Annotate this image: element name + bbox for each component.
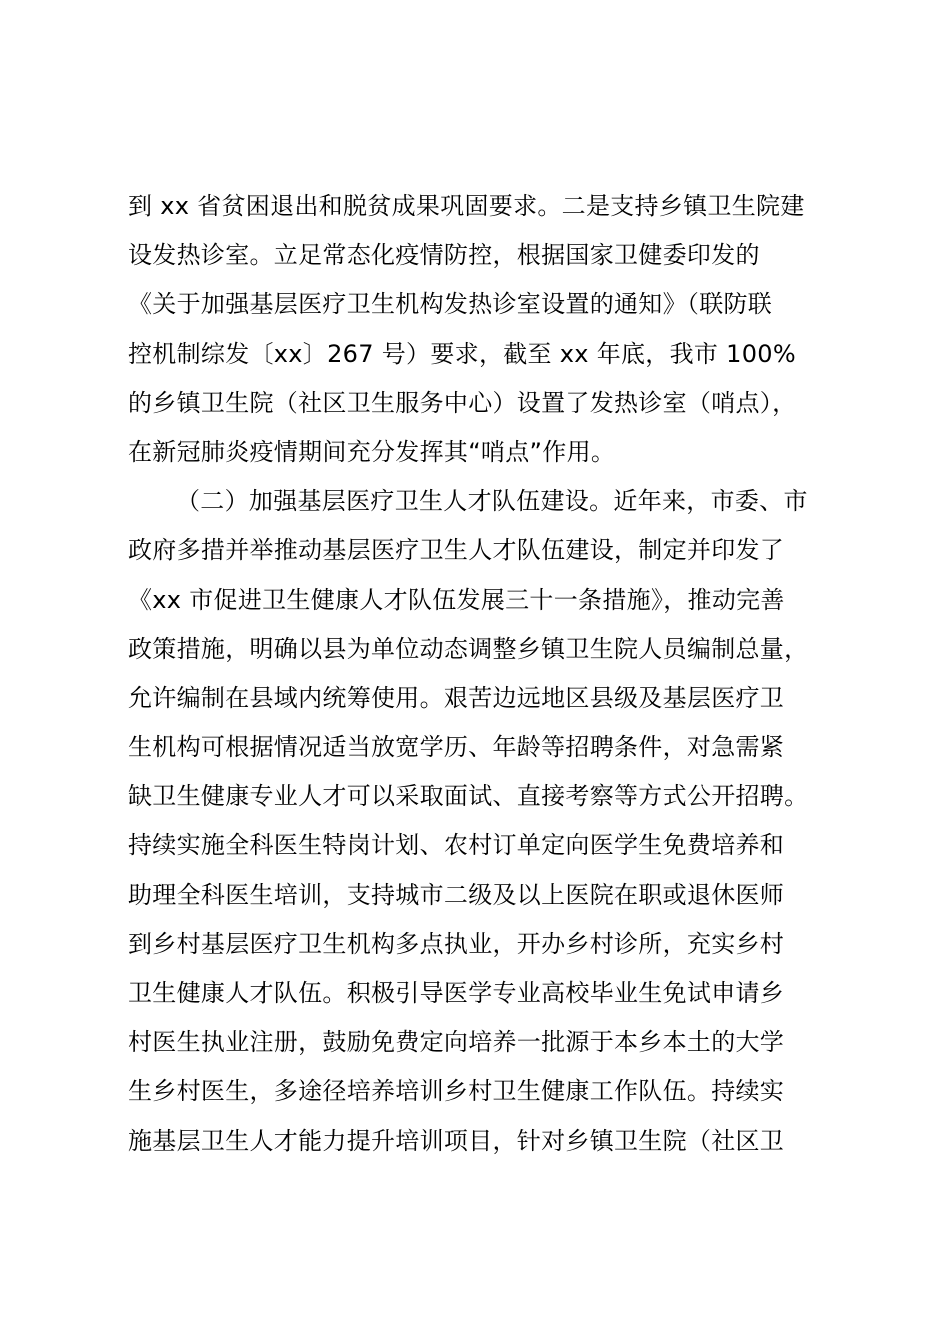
text-line: 控机制综发〔xx〕267 号）要求，截至 xx 年底，我市 100% (128, 339, 796, 368)
text-line: 卫生健康人才队伍。积极引导医学专业高校毕业生免试申请乡 (128, 979, 785, 1007)
section-heading-line: （二）加强基层医疗卫生人才队伍建设。近年来，市委、市 (176, 487, 808, 516)
text-line: 的乡镇卫生院（社区卫生服务中心）设置了发热诊室（哨点）， (128, 388, 797, 417)
text-line: 持续实施全科医生特岗计划、农村订单定向医学生免费培养和 (128, 831, 785, 860)
text-line: 政府多措并举推动基层医疗卫生人才队伍建设，制定并印发了 (128, 536, 785, 565)
document-body (128, 182, 848, 1166)
text-line: 生机构可根据情况适当放宽学历、年龄等招聘条件，对急需紧 (128, 733, 785, 762)
text-line: 设发热诊室。立足常态化疫情防控，根据国家卫健委印发的 (128, 241, 760, 270)
text-line: 允许编制在县域内统筹使用。艰苦边远地区县级及基层医疗卫 (128, 683, 785, 712)
text-line: 在新冠肺炎疫情期间充分发挥其“哨点”作用。 (128, 437, 616, 466)
text-line: 到乡村基层医疗卫生机构多点执业，开办乡村诊所，充实乡村 (128, 929, 785, 958)
text-line: 缺卫生健康专业人才可以采取面试、直接考察等方式公开招聘。 (128, 782, 809, 811)
text-line: 政策措施，明确以县为单位动态调整乡镇卫生院人员编制总量， (128, 634, 809, 663)
text-line: 生乡村医生，多途径培养培训乡村卫生健康工作队伍。持续实 (128, 1077, 785, 1106)
text-line: 村医生执业注册，鼓励免费定向培养一批源于本乡本土的大学 (128, 1028, 785, 1057)
text-line: 《xx 市促进卫生健康人才队伍发展三十一条措施》，推动完善 (128, 585, 785, 614)
text-line: 《关于加强基层医疗卫生机构发热诊室设置的通知》（联防联 (128, 290, 773, 319)
text-line: 助理全科医生培训，支持城市二级及以上医院在职或退休医师 (128, 880, 785, 909)
text-line: 施基层卫生人才能力提升培训项目，针对乡镇卫生院（社区卫 (128, 1126, 785, 1155)
text-line: 到 xx 省贫困退出和脱贫成果巩固要求。二是支持乡镇卫生院建 (128, 192, 805, 220)
